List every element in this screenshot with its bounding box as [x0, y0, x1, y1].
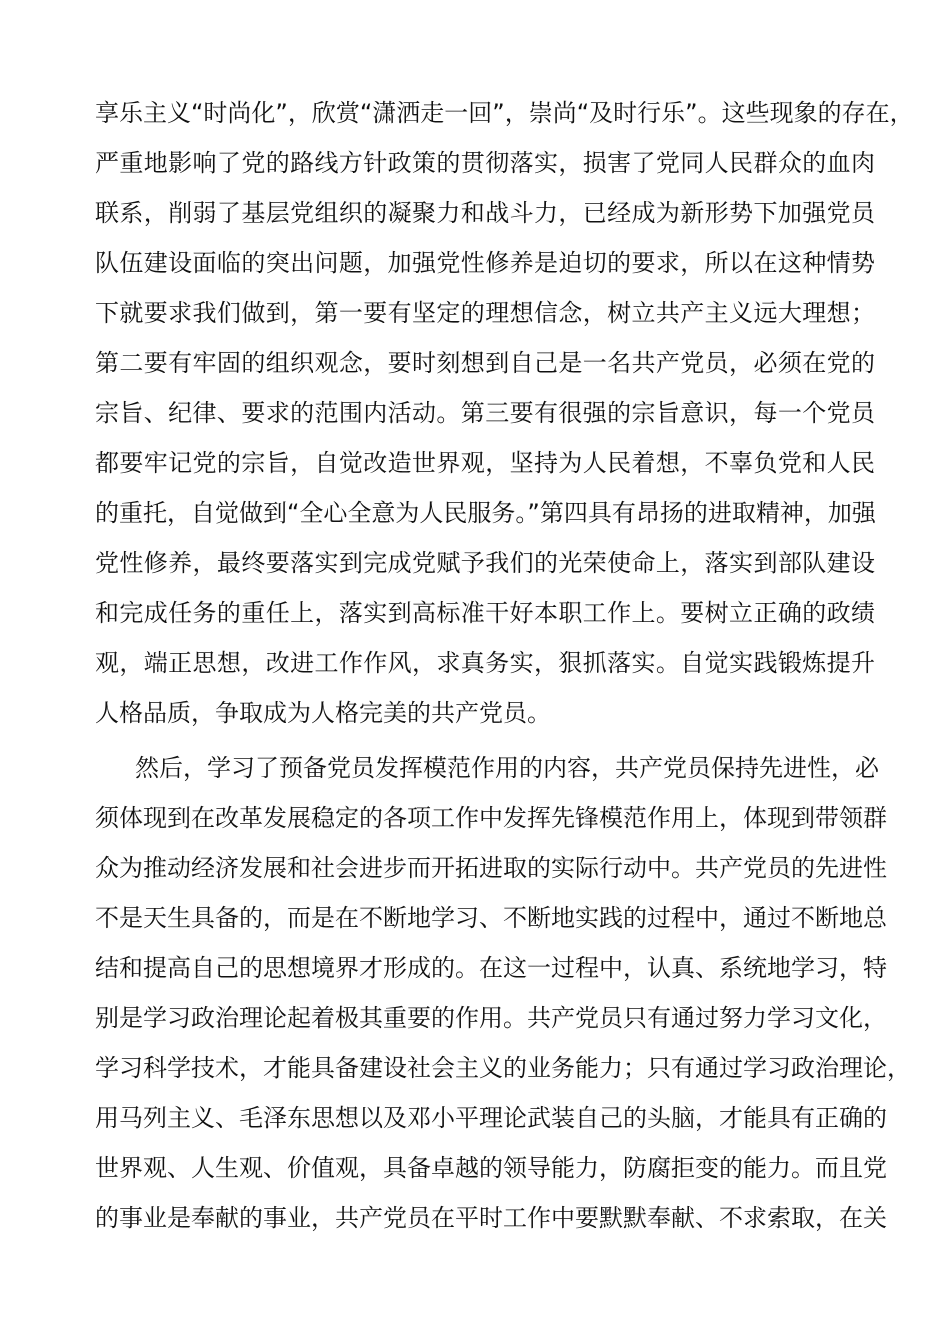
text-line: 都要牢记党的宗旨，自觉改造世界观，坚持为人民着想，不辜负党和人民: [95, 449, 875, 477]
text-line: 世界观、人生观、价值观，具备卓越的领导能力，防腐拒变的能力。而且党: [95, 1154, 887, 1182]
text-line: 队伍建设面临的突出问题，加强党性修养是迫切的要求，所以在这种情势: [95, 249, 875, 277]
text-line: 严重地影响了党的路线方针政策的贯彻落实，损害了党同人民群众的血肉: [95, 149, 875, 177]
text-line: 人格品质，争取成为人格完美的共产党员。: [95, 699, 551, 727]
text-line: 须体现到在改革发展稳定的各项工作中发挥先锋模范作用上，体现到带领群: [95, 804, 887, 832]
text-line: 学习科学技术，才能具备建设社会主义的业务能力；只有通过学习政治理论，: [95, 1054, 911, 1082]
text-line: 结和提高自己的思想境界才形成的。在这一过程中，认真、系统地学习，特: [95, 954, 887, 982]
paragraph-first-line: 然后，学习了预备党员发挥模范作用的内容，共产党员保持先进性，必: [135, 754, 879, 782]
text-line: 享乐主义“时尚化”，欣赏“潇洒走一回”，崇尚“及时行乐”。这些现象的存在，: [95, 99, 914, 127]
text-line: 下就要求我们做到，第一要有坚定的理想信念，树立共产主义远大理想；: [95, 299, 875, 327]
text-line: 别是学习政治理论起着极其重要的作用。共产党员只有通过努力学习文化，: [95, 1004, 887, 1032]
text-line: 联系，削弱了基层党组织的凝聚力和战斗力，已经成为新形势下加强党员: [95, 199, 875, 227]
text-line: 观，端正思想，改进工作作风，求真务实，狠抓落实。自觉实践锻炼提升: [95, 649, 875, 677]
text-line: 党性修养，最终要落实到完成党赋予我们的光荣使命上，落实到部队建设: [95, 549, 875, 577]
text-line: 不是天生具备的，而是在不断地学习、不断地实践的过程中，通过不断地总: [95, 904, 887, 932]
text-line: 众为推动经济发展和社会进步而开拓进取的实际行动中。共产党员的先进性: [95, 854, 887, 882]
text-line: 宗旨、纪律、要求的范围内活动。第三要有很强的宗旨意识，每一个党员: [95, 399, 875, 427]
text-line: 用马列主义、毛泽东思想以及邓小平理论武装自己的头脑，才能具有正确的: [95, 1104, 887, 1132]
text-line: 的重托，自觉做到“全心全意为人民服务。”第四具有昂扬的进取精神，加强: [95, 499, 876, 527]
text-line: 和完成任务的重任上，落实到高标准干好本职工作上。要树立正确的政绩: [95, 599, 875, 627]
text-line: 的事业是奉献的事业，共产党员在平时工作中要默默奉献、不求索取，在关: [95, 1204, 887, 1232]
text-line: 第二要有牢固的组织观念，要时刻想到自己是一名共产党员，必须在党的: [95, 349, 875, 377]
